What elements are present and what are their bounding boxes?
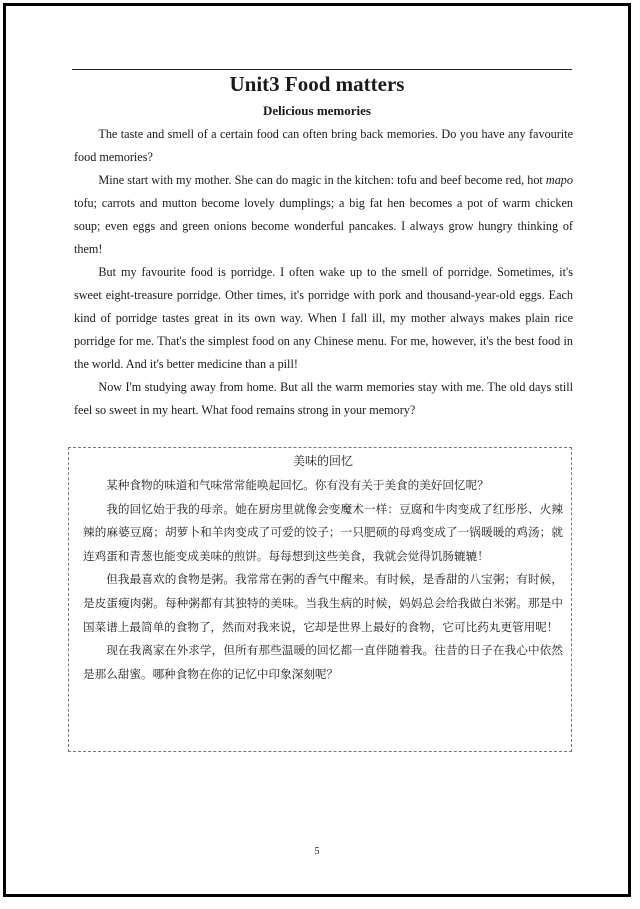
chinese-translation-box [68,447,572,752]
chinese-title: 美味的回忆 [292,454,353,468]
english-paragraph-1: The taste and smell of a certain food can often bring back memories. Do you have any favourite food memories? [74,127,573,164]
chinese-text [83,474,563,686]
chinese-paragraph-2: 我的回忆始于我的母亲。她在厨房里就像会变魔术一样：豆腐和牛肉变成了红彤彤、火辣辣的麻婆豆腐；胡萝卜和羊肉变成了可爱的饺子；一只肥硕的母鸡变成了一锅暖暖的鸡汤；就连鸡蛋和青葱也能变成美味的煎饼。每每想到这些美食，我就会觉得饥肠辘辘！ [83,501,563,563]
english-paragraph-4: Now I'm studying away from home. But all the warm memories stay with me. The old days still feel so sweet in my heart. What food remains strong in your memory? [74,380,573,417]
unit-title: Unit3 Food matters [229,72,405,96]
header-rule [72,69,572,70]
english-paragraph-3: But my favourite food is porridge. I often wake up to the smell of porridge. Sometimes, it's sweet eight-treasure porridge. Other times, it's porridge with pork and thousand-year-old eggs. Each kind of porridge tastes great in its own way. When I fall ill, my mother always makes plain rice porridge for me. That's the simplest food on any Chinese menu. For me, however, it's the best food in the world. And it's better medicine than a pill! [74,265,573,371]
paragraph-2-start: Mine start with my mother. She can do magic in the kitchen: tofu and beef become red, hot [98,173,546,187]
chinese-paragraph-1: 某种食物的味道和气味常常能唤起回忆。你有没有关于美食的美好回忆呢？ [106,478,489,492]
mapo-italic: mapo [545,173,573,187]
page-number: 5 [314,846,320,857]
chinese-paragraph-4: 现在我离家在外求学，但所有那些温暖的回忆都一直伴随着我。往昔的日子在我心中依然是那么甜蜜。哪种食物在你的记忆中印象深刻呢？ [83,643,563,681]
text-subtitle: Delicious memories [263,103,371,118]
document-page [3,3,631,897]
chinese-paragraph-3: 但我最喜欢的食物是粥。我常常在粥的香气中醒来。有时候，是香甜的八宝粥；有时候，是皮蛋瘦肉粥。每种粥都有其独特的美味。当我生病的时候，妈妈总会给我做白米粥。那是中国菜谱上最简单的食物了，然而对我来说，它却是世界上最好的食物，它可比药丸更管用呢！ [83,572,563,634]
english-text [74,123,573,422]
english-paragraph-2 [74,169,573,261]
paragraph-2-end: tofu; carrots and mutton become lovely dumplings; a big fat hen becomes a pot of warm chicken soup; even eggs and green onions become wonderful pancakes. I always grow hungry thinking of them! [74,196,573,256]
